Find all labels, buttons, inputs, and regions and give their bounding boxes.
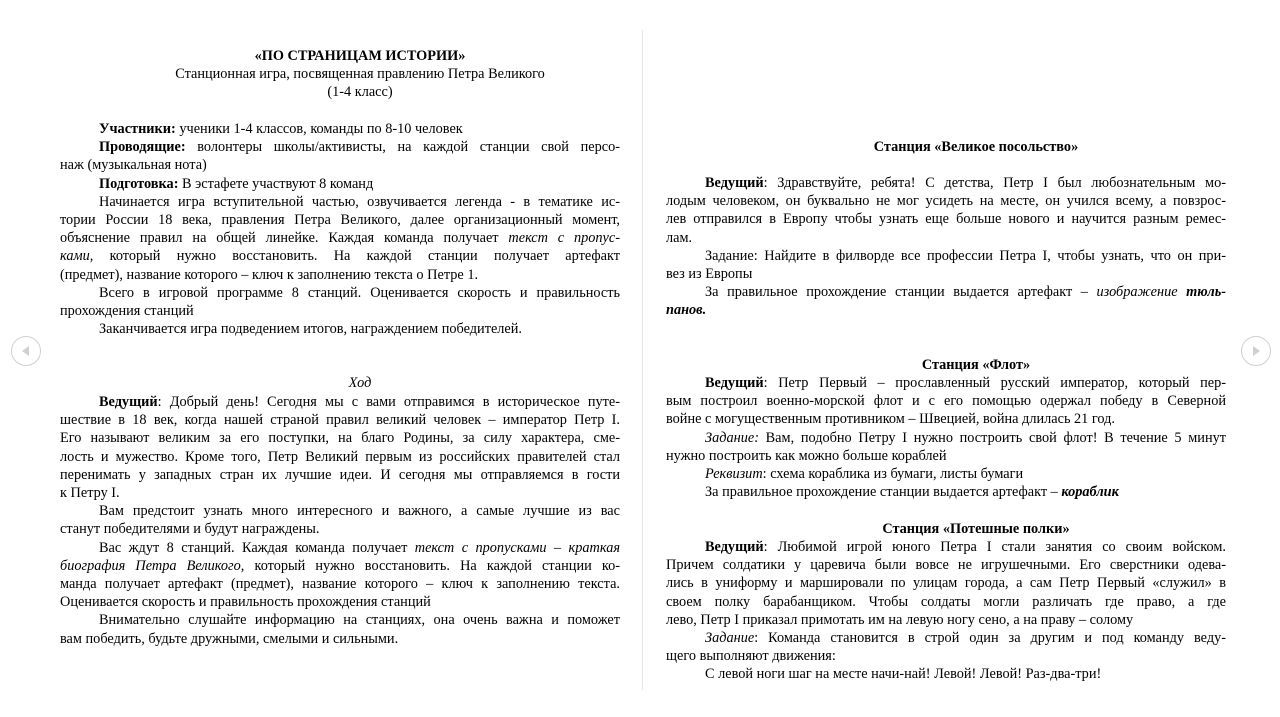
intro-paragraph: Начинается игра вступительной частью, озвучивается легенда - в тематике ис- тории России 18 века, правления Петра Великого, далее организационный момент, объяснение правил на общей линейке. Каждая команда получает текст с пропус- ками, который нужно восстановить. На каждой станции получает артефакт (предмет), название которого – ключ к заполнению текста о Петре 1. bbox=[60, 193, 620, 283]
participants-paragraph: Участники: ученики 1-4 классов, команды по 8-10 человек bbox=[99, 121, 463, 137]
station-1-title: Станция «Великое посольство» bbox=[873, 139, 1079, 155]
station-3-command-paragraph: С левой ноги шаг на месте начи-най! Левой! Левой! Раз-два-три! bbox=[705, 666, 1102, 683]
station-2-host-paragraph: Ведущий: Петр Первый – прославленный русский император, который пер- вым построил военно-морской флот и с его помощью одержал победу в Северной войне с могущественным противником – Швецией, война длилась 21 год. bbox=[666, 375, 1226, 428]
stations-paragraph: Вас ждут 8 станций. Каждая команда получает текст с пропусками – краткая биография Петра Великого, который нужно восстановить. На каждой станции ко- манда получает артефакт (предмет), название которого – ключ к заполнению текста. Оценивается скорость и правильность прохождения станций bbox=[60, 539, 620, 611]
station-2-task-paragraph: Задание: Вам, подобно Петру I нужно построить свой флот! В течение 5 минут нужно построить как можно больше кораблей bbox=[666, 429, 1226, 464]
page-divider bbox=[642, 30, 643, 690]
grades: (1-4 класс) bbox=[327, 84, 393, 100]
chevron-left-icon bbox=[19, 344, 33, 358]
next-page-button[interactable] bbox=[1241, 336, 1271, 366]
prev-page-button[interactable] bbox=[11, 336, 41, 366]
station-1-host-paragraph: Ведущий: Здравствуйте, ребята! С детства, Петр I был любознательным мо- лодым человеком, он буквально не мог усидеть на месте, он учился всему, а повзрос- лев отправился в Европу чтобы узнать еще больше нового и научится разным ремес- лам. bbox=[666, 175, 1226, 246]
station-2-title: Станция «Флот» bbox=[921, 357, 1031, 373]
station-3-task-paragraph: Задание: Команда становится в строй один за другим и под команду веду- щего выполняют движения: bbox=[666, 630, 1226, 665]
info-block bbox=[60, 120, 620, 338]
document-subtitle: Станционная игра, посвященная правлению Петра Великого bbox=[175, 66, 545, 82]
prep-paragraph: Подготовка: В эстафете участвуют 8 команд bbox=[99, 175, 374, 192]
total-paragraph: Всего в игровой программе 8 станций. Оценивается скорость и правильность прохождения станций bbox=[60, 284, 620, 320]
greeting-paragraph: Ведущий: Добрый день! Сегодня мы с вами отправимся в историческое путе- шествие в 18 век, когда нашей страной правил великий человек – император Петр I. Его называют великим за его поступки, на благо Родины, за силу характера, сме- лость и мужество. Кроме того, Петр Великий первым из российских правителей стал перенимать у западных стран их лучшие идеи. И сегодня мы отправляемся в гости к Петру I. bbox=[60, 394, 620, 502]
station-2-props-paragraph: Реквизит: схема кораблика из бумаги, листы бумаги bbox=[705, 466, 1024, 483]
future-paragraph: Вам предстоит узнать много интересного и важного, а самые лучшие из вас станут победителями и будут награждены. bbox=[60, 503, 620, 538]
station-1-artifact-paragraph: За правильное прохождение станции выдается артефакт – изображение тюль- панов. bbox=[666, 284, 1226, 319]
document-title: «ПО СТРАНИЦАМ ИСТОРИИ» bbox=[254, 48, 466, 64]
ending-paragraph: Заканчивается игра подведением итогов, награждением победителей. bbox=[99, 321, 523, 338]
station-3-host-paragraph: Ведущий: Любимой игрой юного Петра I стали занятия со своим войском. Причем солдатики у царевича были вовсе не игрушечными. Его сверстники одева- лись в униформу и маршировали по улицам города, а сам Петр Первый «служил» в своем полку барабанщиком. Чтобы солдаты могли различать где право, а где лево, Петр I приказал примотать им на левую ногу сено, а на праву – солому bbox=[666, 539, 1226, 628]
station-1-task-paragraph: Задание: Найдите в филворде все профессии Петра I, чтобы узнать, что он при- вез из Европы bbox=[666, 247, 1226, 283]
course-heading: Ход bbox=[348, 375, 372, 391]
station-3-title: Станция «Потешные полки» bbox=[882, 521, 1070, 537]
chevron-right-icon bbox=[1249, 344, 1263, 358]
listen-paragraph: Внимательно слушайте информацию на станциях, она очень важна и поможет вам победить, будьте дружными, смелыми и сильными. bbox=[60, 612, 620, 647]
course-block bbox=[60, 393, 620, 648]
station-3-block bbox=[666, 538, 1226, 684]
station-2-block bbox=[666, 374, 1226, 501]
hosts-paragraph: Проводящие: волонтеры школы/активисты, на каждой станции свой персо- наж (музыкальная нота) bbox=[60, 139, 620, 174]
station-1-block bbox=[666, 174, 1226, 320]
station-2-artifact-paragraph: За правильное прохождение станции выдается артефакт – кораблик bbox=[705, 484, 1119, 501]
